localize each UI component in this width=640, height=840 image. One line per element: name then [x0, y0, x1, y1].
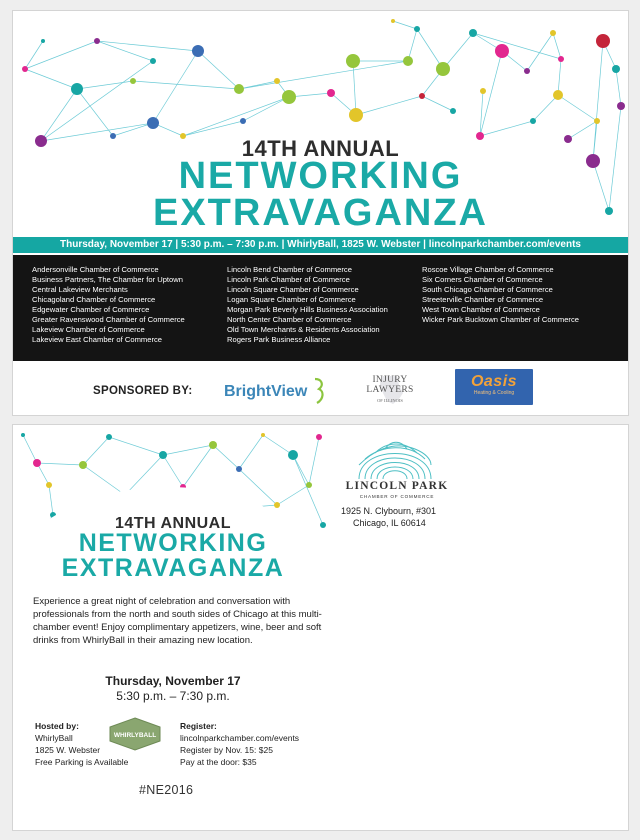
- brightview-leaf-icon: [312, 377, 326, 405]
- network-line: [239, 61, 408, 89]
- network-line: [97, 41, 198, 51]
- network-node: [79, 461, 87, 469]
- event-date: Thursday, November 17: [105, 674, 241, 688]
- chamber-list-item: Morgan Park Beverly Hills Business Association: [227, 305, 388, 314]
- network-line: [558, 59, 561, 95]
- injury-lawyers-logo: [353, 375, 427, 405]
- host-name: WhirlyBall: [35, 733, 73, 743]
- chamber-list-item: Logan Square Chamber of Commerce: [227, 295, 356, 304]
- network-node: [558, 56, 564, 62]
- network-line: [109, 437, 163, 455]
- network-node: [327, 89, 335, 97]
- network-line: [41, 61, 153, 141]
- network-line: [77, 81, 133, 89]
- injury-lawyers-name: INJURY LAWYERS: [366, 375, 414, 395]
- network-line: [113, 123, 153, 136]
- network-node: [596, 34, 610, 48]
- network-node: [594, 118, 600, 124]
- return-address: [341, 505, 436, 529]
- network-node: [159, 451, 167, 459]
- register-label: Register:: [180, 721, 217, 731]
- chamber-list-item: North Center Chamber of Commerce: [227, 315, 352, 324]
- network-line: [83, 437, 109, 465]
- network-line: [133, 81, 239, 89]
- network-line: [393, 21, 417, 29]
- chamber-column-2: [227, 265, 388, 345]
- chamber-list-item: West Town Chamber of Commerce: [422, 305, 540, 314]
- chamber-list-item: South Chicago Chamber of Commerce: [422, 285, 553, 294]
- register-info: [180, 720, 299, 768]
- network-line: [309, 437, 319, 485]
- whirlyball-logo: [109, 717, 161, 751]
- network-node: [550, 30, 556, 36]
- lincoln-park-logo-icon: [345, 435, 445, 481]
- network-line: [422, 96, 453, 111]
- network-node: [414, 26, 420, 32]
- chamber-list-item: Six Corners Chamber of Commerce: [422, 275, 543, 284]
- network-node: [33, 459, 41, 467]
- chamber-list-item: Central Lakeview Merchants: [32, 285, 128, 294]
- postcard-front: [12, 10, 629, 416]
- postcard-back: [12, 424, 629, 831]
- event-hashtag: #NE2016: [139, 783, 194, 797]
- back-title-line1: NETWORKING: [78, 529, 268, 557]
- register-url: lincolnparkchamber.com/events: [180, 733, 300, 743]
- network-line: [25, 41, 43, 69]
- network-node: [106, 434, 112, 440]
- network-node: [150, 58, 156, 64]
- network-node: [234, 84, 244, 94]
- network-line: [163, 455, 183, 487]
- network-node: [419, 93, 425, 99]
- network-line: [153, 51, 198, 123]
- network-node: [524, 68, 530, 74]
- network-node: [450, 108, 456, 114]
- chamber-list-item: Greater Ravenswood Chamber of Commerce: [32, 315, 185, 324]
- network-node: [71, 83, 83, 95]
- network-line: [83, 465, 125, 495]
- chamber-list-item: Rogers Park Business Alliance: [227, 335, 331, 344]
- address-line-1: 1925 N. Clybourn, #301: [341, 506, 437, 516]
- chamber-list-item: Streeterville Chamber of Commerce: [422, 295, 544, 304]
- oasis-tagline: Heating & Cooling: [473, 390, 515, 396]
- sponsored-by-label: SPONSORED BY:: [93, 385, 193, 397]
- network-node: [147, 117, 159, 129]
- network-line: [356, 96, 422, 115]
- network-line: [25, 69, 77, 89]
- chamber-list-item: Lincoln Park Chamber of Commerce: [227, 275, 350, 284]
- network-node: [41, 39, 45, 43]
- network-line: [480, 121, 533, 136]
- network-node: [480, 88, 486, 94]
- network-node: [236, 466, 242, 472]
- network-node: [346, 54, 360, 68]
- event-time: 5:30 p.m. – 7:30 p.m.: [116, 689, 230, 703]
- network-line: [417, 29, 443, 69]
- whirlyball-badge-text: WHIRLYBALL: [113, 732, 157, 739]
- network-node: [403, 56, 413, 66]
- network-line: [473, 33, 561, 59]
- network-node: [306, 482, 312, 488]
- network-line: [25, 41, 97, 69]
- network-node: [209, 441, 217, 449]
- network-line: [553, 33, 561, 59]
- network-node: [495, 44, 509, 58]
- network-node: [22, 66, 28, 72]
- oasis-wordmark: Oasis: [470, 373, 518, 390]
- network-line: [263, 435, 293, 455]
- network-line: [443, 33, 473, 69]
- network-line: [353, 61, 356, 115]
- network-node: [130, 78, 136, 84]
- network-node: [274, 502, 280, 508]
- network-node: [240, 118, 246, 124]
- network-node: [530, 118, 536, 124]
- host-parking: Free Parking is Available: [35, 757, 129, 767]
- network-node: [553, 90, 563, 100]
- network-node: [316, 434, 322, 440]
- address-line-2: Chicago, IL 60614: [353, 518, 426, 528]
- network-line: [616, 69, 621, 106]
- network-line: [37, 463, 83, 465]
- network-line: [239, 435, 263, 469]
- network-node: [469, 29, 477, 37]
- network-line: [163, 445, 213, 455]
- chamber-list-item: Lakeview Chamber of Commerce: [32, 325, 145, 334]
- network-line: [49, 485, 53, 515]
- network-line: [41, 89, 77, 141]
- network-node: [612, 65, 620, 73]
- network-node: [391, 19, 395, 23]
- chamber-list-item: Business Partners, The Chamber for Uptown: [32, 275, 183, 284]
- network-node: [282, 90, 296, 104]
- network-node: [94, 38, 100, 44]
- network-line: [23, 435, 37, 463]
- chamber-list-item: Andersonville Chamber of Commerce: [32, 265, 159, 274]
- register-door-price: Pay at the door: $35: [180, 757, 257, 767]
- front-title-line1: NETWORKING: [178, 155, 463, 197]
- chamber-column-3: [422, 265, 579, 325]
- network-node: [436, 62, 450, 76]
- chamber-list-item: Lincoln Bend Chamber of Commerce: [227, 265, 352, 274]
- host-address: 1825 W. Webster: [35, 745, 101, 755]
- event-description: Experience a great night of celebration and conversation with professionals from the north and south sides of Chicago at this multi-chamber event! Enjoy complimentary appetizers, wine, beer and soft drinks from WhirlyBall in their amazing new location.: [33, 596, 322, 646]
- network-line: [558, 95, 597, 121]
- network-line: [293, 455, 309, 485]
- chamber-list-panel: [13, 255, 628, 361]
- network-line: [527, 33, 553, 71]
- chamber-list-item: Chicagoland Chamber of Commerce: [32, 295, 156, 304]
- oasis-logo: [455, 369, 533, 405]
- brightview-wordmark: BrightView: [224, 383, 308, 400]
- network-node: [617, 102, 625, 110]
- chamber-list-item: Roscoe Village Chamber of Commerce: [422, 265, 554, 274]
- chamber-list-item: Lincoln Square Chamber of Commerce: [227, 285, 359, 294]
- chamber-list-item: Old Town Merchants & Residents Association: [227, 325, 380, 334]
- register-early-price: Register by Nov. 15: $25: [180, 745, 273, 755]
- chamber-list-item: Edgewater Chamber of Commerce: [32, 305, 150, 314]
- hosted-by-label: Hosted by:: [35, 721, 79, 731]
- network-node: [349, 108, 363, 122]
- back-title-line2: EXTRAVAGANZA: [61, 554, 285, 582]
- front-title-line2: EXTRAVAGANZA: [152, 192, 489, 234]
- network-line: [277, 485, 309, 505]
- event-info-bar: Thursday, November 17 | 5:30 p.m. – 7:30 p.m. | WhirlyBall, 1825 W. Webster | lincolnparkchamber.com/events: [13, 237, 628, 253]
- back-annual-title: 14TH ANNUAL: [114, 515, 232, 532]
- network-node: [274, 78, 280, 84]
- network-line: [533, 95, 558, 121]
- network-line: [213, 445, 239, 469]
- network-node: [46, 482, 52, 488]
- org-subtitle: CHAMBER OF COMMERCE: [359, 494, 435, 499]
- network-node: [261, 433, 265, 437]
- chamber-list-item: Lakeview East Chamber of Commerce: [32, 335, 162, 344]
- network-line: [198, 51, 239, 89]
- front-annual-title: 14TH ANNUAL: [241, 136, 400, 161]
- network-node: [21, 433, 25, 437]
- network-line: [243, 97, 289, 121]
- injury-lawyers-sub: OF ILLINOIS: [377, 398, 403, 403]
- network-line: [183, 445, 213, 487]
- network-node: [192, 45, 204, 57]
- network-line: [77, 89, 113, 136]
- org-name: LINCOLN PARK: [345, 480, 449, 492]
- chamber-column-1: [32, 265, 185, 345]
- chamber-list-item: Wicker Park Bucktown Chamber of Commerce: [422, 315, 579, 324]
- network-node: [288, 450, 298, 460]
